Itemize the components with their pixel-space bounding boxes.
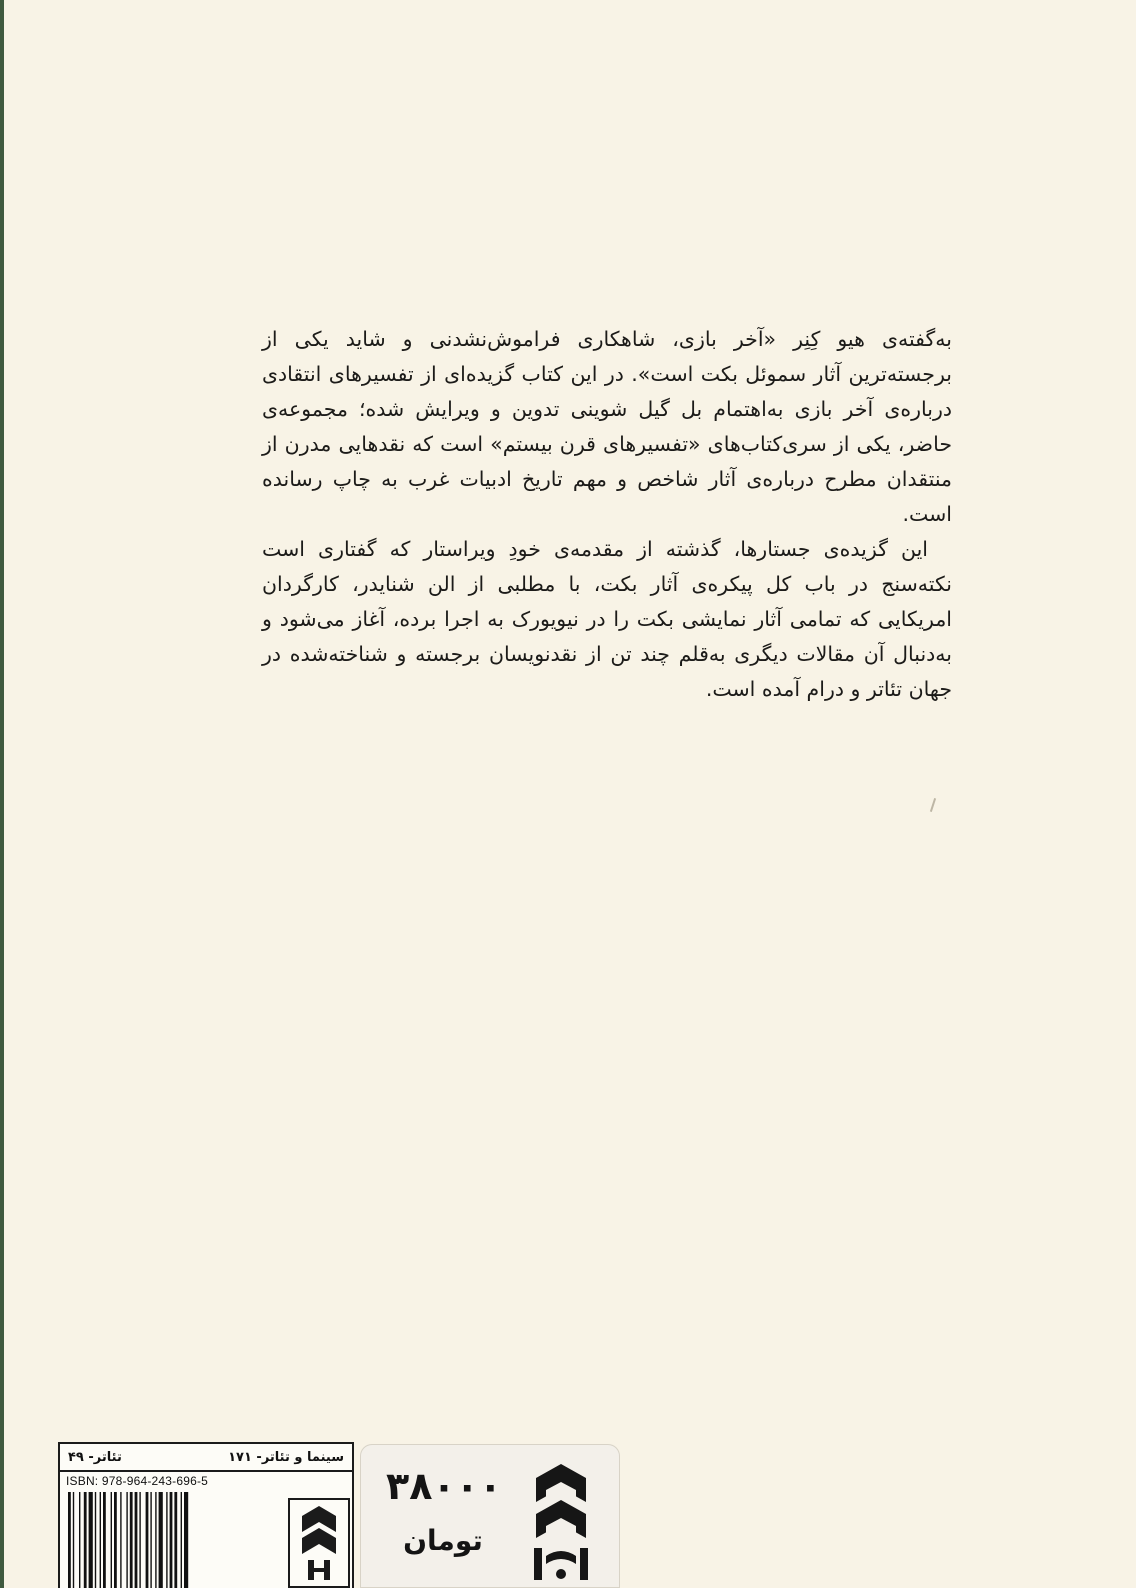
publisher-logo-icon	[288, 1498, 350, 1588]
barcode	[66, 1492, 278, 1588]
price-currency: تومان	[403, 1524, 483, 1557]
publisher-logo-icon	[518, 1460, 604, 1584]
blurb-paragraph-2: این گزیده‌ی جستارها، گذشته از مقدمه‌ی خودِ ویراستار که گفتاری است نکته‌سنج در باب کل پیکره‌ی آثار بکت، با مطلبی از الن شنایدر، کارگردان امریکایی که تمامی آثار نمایشی بکت را در نیویورک به اجرا برده، آغاز می‌شود و به‌دنبال آن مقالات دیگری به‌قلم چند تن از نقدنویسان برجسته و شناخته‌شده در جهان تئاتر و درام آمده است.	[262, 537, 952, 701]
price-sticker	[360, 1444, 620, 1588]
isbn-number: ISBN: 978-964-243-696-5	[66, 1474, 209, 1488]
blurb-paragraph-1: به‌گفته‌ی هیو کِنِر «آخر بازی، شاهکاری فراموش‌نشدنی و شاید یکی از برجسته‌ترین آثار سموئل بکت است». در این کتاب گزیده‌ای از تفسیرهای انتقادی درباره‌ی آخر بازی به‌اهتمام بل گیل شوینی تدوین و ویرایش شده؛ مجموعه‌ی حاضر، یکی از سری‌کتاب‌های «تفسیرهای قرن بیستم» است که نقدهایی مدرن از منتقدان مطرح درباره‌ی آثار شاخص و مهم تاریخ ادبیات غرب به چاپ رسانده است.	[262, 327, 952, 526]
series-cinema-theatre: سینما و تئاتر- ۱۷۱	[228, 1449, 344, 1465]
isbn-barcode-label	[58, 1442, 354, 1588]
back-cover-blurb	[262, 322, 952, 707]
series-row	[60, 1444, 352, 1472]
series-theatre: تئاتر- ۴۹	[68, 1449, 122, 1465]
price-value: ۳۸۰۰۰	[386, 1464, 502, 1508]
pen-mark	[930, 798, 936, 812]
